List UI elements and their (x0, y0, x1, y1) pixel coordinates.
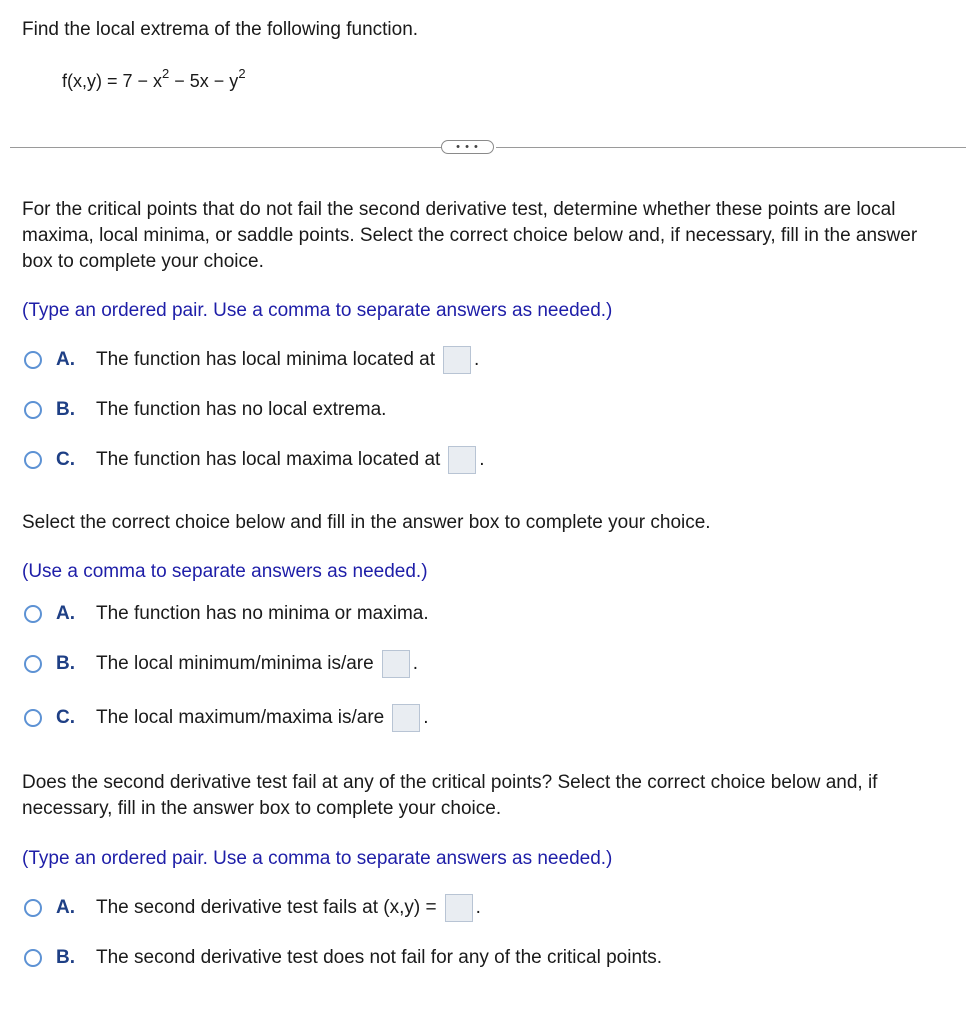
section1-choice-c[interactable] (24, 445, 485, 475)
choice-suffix: . (479, 449, 485, 470)
choice-letter: B. (56, 947, 75, 968)
radio-button[interactable] (24, 949, 42, 967)
section1-note: (Type an ordered pair. Use a comma to separate answers as needed.) (22, 300, 613, 321)
choice-letter: A. (56, 603, 75, 624)
section1-choice-a[interactable] (24, 345, 479, 375)
answer-box[interactable] (443, 346, 471, 374)
choice-letter: A. (56, 897, 75, 918)
choice-suffix: . (423, 707, 429, 728)
choice-text: The function has no local extrema. (96, 399, 387, 420)
section3-note: (Type an ordered pair. Use a comma to separate answers as needed.) (22, 848, 613, 869)
choice-text: The local minimum/minima is/are (96, 653, 374, 674)
choice-suffix: . (474, 349, 480, 370)
section2-prompt: Select the correct choice below and fill in the answer box to complete your choice. (22, 512, 711, 533)
section2-note: (Use a comma to separate answers as needed.) (22, 561, 428, 582)
radio-button[interactable] (24, 655, 42, 673)
question-title: Find the local extrema of the following function. (22, 19, 419, 40)
choice-text: The function has local minima located at (96, 349, 436, 370)
choice-letter: B. (56, 653, 75, 674)
radio-button[interactable] (24, 451, 42, 469)
divider-left (10, 147, 442, 148)
choice-text: The function has no minima or maxima. (96, 603, 429, 624)
choice-letter: C. (56, 449, 75, 470)
section2-choice-c[interactable] (24, 703, 429, 733)
choice-suffix: . (412, 653, 418, 674)
section1-choice-b[interactable] (24, 395, 386, 425)
formula-exponent-1: 2 (162, 66, 170, 81)
function-formula (62, 66, 246, 92)
choice-text: The second derivative test does not fail for any of the critical points. (96, 947, 663, 968)
radio-button[interactable] (24, 899, 42, 917)
formula-lhs: f(x,y) = 7 − x (62, 71, 163, 91)
formula-exponent-2: 2 (238, 66, 246, 81)
choice-text: The function has local maxima located at (96, 449, 441, 470)
formula-middle: − 5x − y (169, 71, 239, 91)
expand-more-button[interactable]: • • • (441, 140, 494, 154)
radio-button[interactable] (24, 401, 42, 419)
choice-letter: B. (56, 399, 75, 420)
choice-suffix: . (475, 897, 481, 918)
answer-box[interactable] (445, 894, 473, 922)
answer-box[interactable] (448, 446, 476, 474)
section3-choice-a[interactable] (24, 893, 481, 923)
choice-letter: A. (56, 349, 75, 370)
radio-button[interactable] (24, 709, 42, 727)
choice-text: The second derivative test fails at (x,y) = (96, 897, 437, 918)
divider-right (496, 147, 966, 148)
section3-choice-b[interactable] (24, 943, 662, 973)
radio-button[interactable] (24, 351, 42, 369)
choice-text: The local maximum/maxima is/are (96, 707, 385, 728)
radio-button[interactable] (24, 605, 42, 623)
answer-box[interactable] (392, 704, 420, 732)
section2-choice-b[interactable] (24, 649, 418, 679)
answer-box[interactable] (382, 650, 410, 678)
choice-letter: C. (56, 707, 75, 728)
section2-choice-a[interactable] (24, 599, 429, 629)
section3-prompt: Does the second derivative test fail at any of the critical points? Select the correct choice below and, if necessary, fill in the answer box to complete your choice. (22, 772, 878, 819)
section1-prompt: For the critical points that do not fail the second derivative test, determine whether these points are local maxima, local minima, or saddle points. Select the correct choice below and, if necessary, fill in the answer box to complete your choice. (22, 199, 918, 272)
